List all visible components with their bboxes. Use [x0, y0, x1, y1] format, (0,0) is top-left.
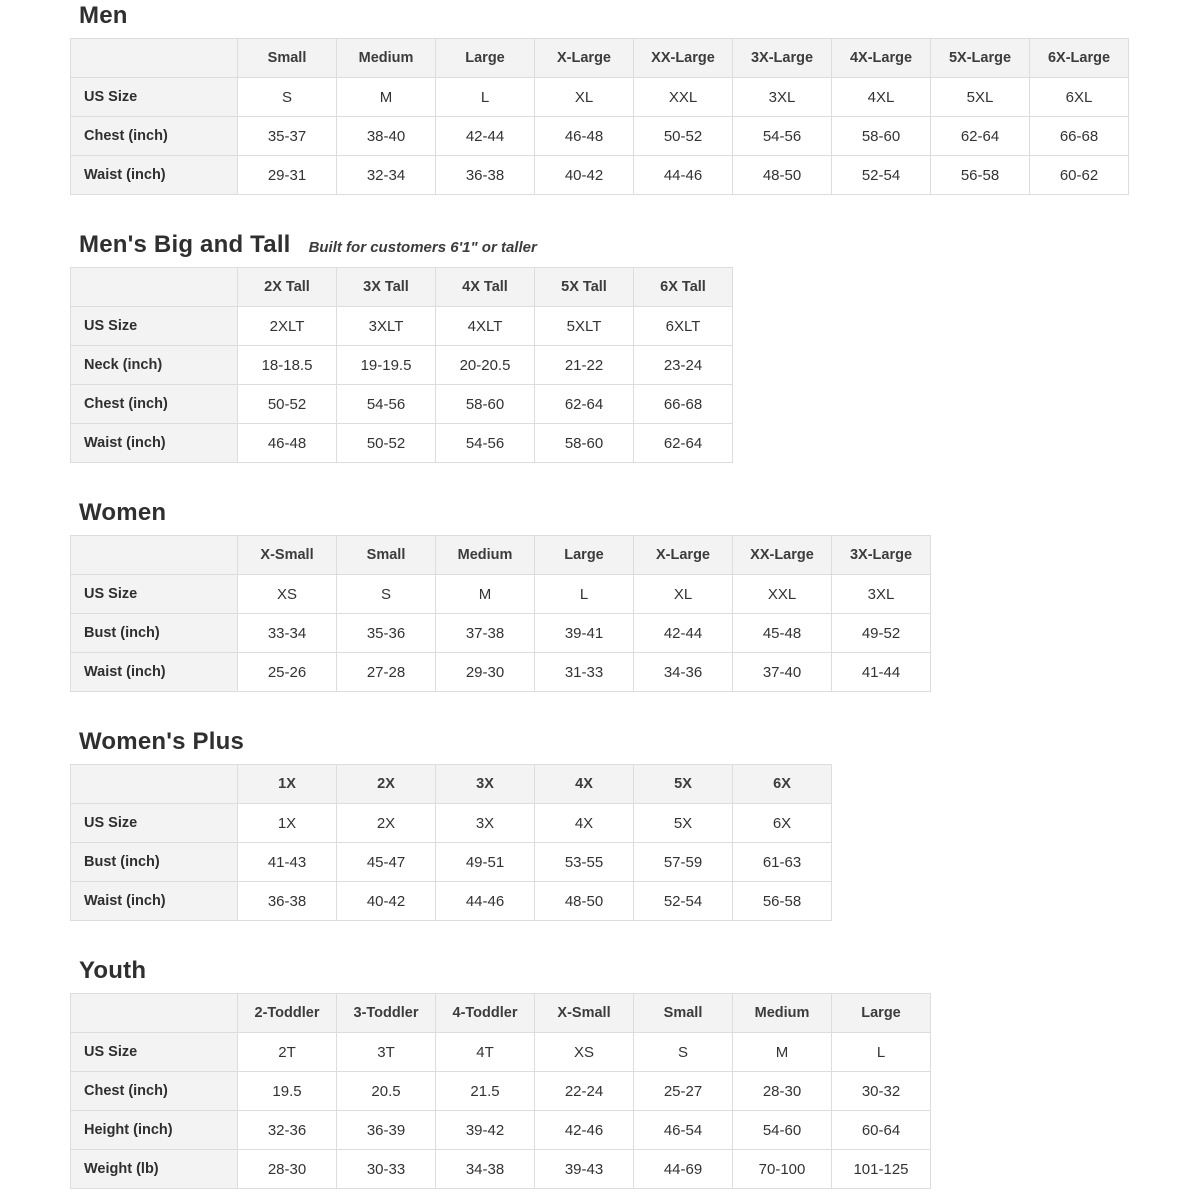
size-value-cell: 3X [436, 804, 535, 843]
size-value-cell: 54-56 [436, 424, 535, 463]
size-value-cell: 40-42 [535, 156, 634, 195]
size-value-cell: 6X [733, 804, 832, 843]
section-subtitle-mens-big-and-tall: Built for customers 6'1" or taller [308, 239, 537, 256]
column-header: X-Small [238, 536, 337, 575]
size-value-cell: XS [238, 575, 337, 614]
corner-cell [71, 765, 238, 804]
size-value-cell: 46-48 [238, 424, 337, 463]
size-value-cell: 45-48 [733, 614, 832, 653]
size-value-cell: 2X [337, 804, 436, 843]
size-value-cell: L [832, 1033, 931, 1072]
size-value-cell: XL [634, 575, 733, 614]
table-row [71, 882, 832, 921]
size-value-cell: S [634, 1033, 733, 1072]
size-value-cell: 46-48 [535, 117, 634, 156]
column-header: 3X-Large [733, 39, 832, 78]
size-value-cell: 4T [436, 1033, 535, 1072]
table-row [71, 78, 1129, 117]
size-value-cell: 53-55 [535, 843, 634, 882]
row-label: Waist (inch) [71, 424, 238, 463]
size-value-cell: 30-33 [337, 1150, 436, 1189]
size-value-cell: 62-64 [931, 117, 1030, 156]
size-value-cell: 62-64 [634, 424, 733, 463]
size-value-cell: 57-59 [634, 843, 733, 882]
size-value-cell: 44-46 [634, 156, 733, 195]
column-header: 2X Tall [238, 268, 337, 307]
size-value-cell: 42-44 [436, 117, 535, 156]
table-row [71, 804, 832, 843]
size-value-cell: 46-54 [634, 1111, 733, 1150]
section-title-mens-big-and-tall: Men's Big and Tall [79, 231, 291, 258]
column-header: 5X [634, 765, 733, 804]
section-mens-big-and-tall [70, 231, 1200, 463]
column-header: 6X [733, 765, 832, 804]
section-womens-plus [70, 728, 1200, 921]
column-header: Large [436, 39, 535, 78]
column-header: XX-Large [634, 39, 733, 78]
column-header: 3-Toddler [337, 994, 436, 1033]
corner-cell [71, 39, 238, 78]
column-header: Small [337, 536, 436, 575]
size-value-cell: 36-39 [337, 1111, 436, 1150]
size-value-cell: 23-24 [634, 346, 733, 385]
table-row [71, 346, 733, 385]
size-value-cell: 39-43 [535, 1150, 634, 1189]
size-value-cell: XXL [733, 575, 832, 614]
size-value-cell: 19.5 [238, 1072, 337, 1111]
size-value-cell: M [733, 1033, 832, 1072]
column-header: 3X Tall [337, 268, 436, 307]
column-header: XX-Large [733, 536, 832, 575]
size-value-cell: 28-30 [238, 1150, 337, 1189]
size-value-cell: XXL [634, 78, 733, 117]
row-label: Bust (inch) [71, 843, 238, 882]
column-header: Large [535, 536, 634, 575]
size-value-cell: 3XL [733, 78, 832, 117]
size-value-cell: 6XL [1030, 78, 1129, 117]
size-value-cell: 37-40 [733, 653, 832, 692]
table-row [71, 1111, 931, 1150]
size-table-youth [70, 993, 931, 1189]
section-womens-plus-title-row [79, 728, 1200, 756]
section-title-womens-plus: Women's Plus [79, 728, 245, 755]
size-value-cell: 21.5 [436, 1072, 535, 1111]
column-header: 3X [436, 765, 535, 804]
column-header: 4X Tall [436, 268, 535, 307]
row-label: US Size [71, 1033, 238, 1072]
section-women-title-row [79, 499, 1200, 527]
size-value-cell: 21-22 [535, 346, 634, 385]
section-title-men: Men [79, 2, 128, 29]
size-value-cell: XL [535, 78, 634, 117]
size-value-cell: 56-58 [733, 882, 832, 921]
column-header: 5X Tall [535, 268, 634, 307]
size-value-cell: 25-26 [238, 653, 337, 692]
header-row [71, 39, 1129, 78]
size-value-cell: M [436, 575, 535, 614]
table-row [71, 156, 1129, 195]
size-value-cell: 6XLT [634, 307, 733, 346]
size-value-cell: 33-34 [238, 614, 337, 653]
column-header: 6X Tall [634, 268, 733, 307]
size-value-cell: 28-30 [733, 1072, 832, 1111]
size-value-cell: 50-52 [634, 117, 733, 156]
size-value-cell: 20.5 [337, 1072, 436, 1111]
size-value-cell: 40-42 [337, 882, 436, 921]
section-men [70, 2, 1200, 195]
section-title-youth: Youth [79, 957, 147, 984]
table-row [71, 843, 832, 882]
size-value-cell: 60-62 [1030, 156, 1129, 195]
table-row [71, 1150, 931, 1189]
header-row [71, 268, 733, 307]
row-label: Chest (inch) [71, 385, 238, 424]
size-value-cell: 34-36 [634, 653, 733, 692]
size-value-cell: 48-50 [733, 156, 832, 195]
column-header: 3X-Large [832, 536, 931, 575]
size-value-cell: 19-19.5 [337, 346, 436, 385]
header-row [71, 536, 931, 575]
column-header: 5X-Large [931, 39, 1030, 78]
size-value-cell: 44-46 [436, 882, 535, 921]
section-youth [70, 957, 1200, 1189]
table-row [71, 307, 733, 346]
size-value-cell: 49-52 [832, 614, 931, 653]
column-header: 2-Toddler [238, 994, 337, 1033]
size-value-cell: 36-38 [238, 882, 337, 921]
size-value-cell: 101-125 [832, 1150, 931, 1189]
size-value-cell: 25-27 [634, 1072, 733, 1111]
size-value-cell: 39-41 [535, 614, 634, 653]
size-value-cell: 48-50 [535, 882, 634, 921]
size-table-men [70, 38, 1129, 195]
size-value-cell: 50-52 [337, 424, 436, 463]
size-value-cell: 54-56 [733, 117, 832, 156]
size-value-cell: S [337, 575, 436, 614]
size-value-cell: XS [535, 1033, 634, 1072]
size-value-cell: 34-38 [436, 1150, 535, 1189]
column-header: 2X [337, 765, 436, 804]
size-table-women [70, 535, 931, 692]
row-label: US Size [71, 575, 238, 614]
header-row [71, 765, 832, 804]
corner-cell [71, 994, 238, 1033]
column-header: Medium [733, 994, 832, 1033]
column-header: X-Small [535, 994, 634, 1033]
size-value-cell: 54-60 [733, 1111, 832, 1150]
size-value-cell: 60-64 [832, 1111, 931, 1150]
size-value-cell: 42-46 [535, 1111, 634, 1150]
size-value-cell: 22-24 [535, 1072, 634, 1111]
row-label: Weight (lb) [71, 1150, 238, 1189]
size-value-cell: 3XL [832, 575, 931, 614]
section-men-title-row [79, 2, 1200, 30]
row-label: Chest (inch) [71, 1072, 238, 1111]
column-header: Large [832, 994, 931, 1033]
column-header: Small [634, 994, 733, 1033]
row-label: Bust (inch) [71, 614, 238, 653]
row-label: US Size [71, 804, 238, 843]
size-value-cell: 54-56 [337, 385, 436, 424]
header-row [71, 994, 931, 1033]
size-value-cell: 45-47 [337, 843, 436, 882]
table-row [71, 117, 1129, 156]
size-value-cell: 5X [634, 804, 733, 843]
size-value-cell: 29-31 [238, 156, 337, 195]
column-header: X-Large [634, 536, 733, 575]
size-value-cell: 20-20.5 [436, 346, 535, 385]
size-value-cell: 38-40 [337, 117, 436, 156]
size-value-cell: 52-54 [832, 156, 931, 195]
table-row [71, 1033, 931, 1072]
size-value-cell: 31-33 [535, 653, 634, 692]
size-value-cell: 70-100 [733, 1150, 832, 1189]
size-value-cell: 62-64 [535, 385, 634, 424]
table-row [71, 614, 931, 653]
size-value-cell: 35-36 [337, 614, 436, 653]
size-value-cell: 41-43 [238, 843, 337, 882]
size-value-cell: 32-34 [337, 156, 436, 195]
size-value-cell: 29-30 [436, 653, 535, 692]
size-value-cell: 50-52 [238, 385, 337, 424]
size-value-cell: 5XL [931, 78, 1030, 117]
size-value-cell: 4XL [832, 78, 931, 117]
row-label: Waist (inch) [71, 882, 238, 921]
size-value-cell: 5XLT [535, 307, 634, 346]
column-header: X-Large [535, 39, 634, 78]
size-value-cell: 61-63 [733, 843, 832, 882]
size-value-cell: 58-60 [535, 424, 634, 463]
size-value-cell: 42-44 [634, 614, 733, 653]
table-row [71, 653, 931, 692]
corner-cell [71, 536, 238, 575]
row-label: Neck (inch) [71, 346, 238, 385]
column-header: 4X-Large [832, 39, 931, 78]
column-header: Small [238, 39, 337, 78]
size-value-cell: 1X [238, 804, 337, 843]
size-value-cell: 39-42 [436, 1111, 535, 1150]
size-value-cell: L [436, 78, 535, 117]
corner-cell [71, 268, 238, 307]
size-value-cell: 30-32 [832, 1072, 931, 1111]
size-value-cell: 58-60 [832, 117, 931, 156]
table-row [71, 575, 931, 614]
column-header: 6X-Large [1030, 39, 1129, 78]
section-youth-title-row [79, 957, 1200, 985]
row-label: Height (inch) [71, 1111, 238, 1150]
row-label: Waist (inch) [71, 156, 238, 195]
size-value-cell: 18-18.5 [238, 346, 337, 385]
column-header: 4-Toddler [436, 994, 535, 1033]
size-value-cell: 66-68 [634, 385, 733, 424]
size-value-cell: 66-68 [1030, 117, 1129, 156]
section-mens-big-and-tall-title-row [79, 231, 1200, 259]
column-header: 4X [535, 765, 634, 804]
size-value-cell: 49-51 [436, 843, 535, 882]
column-header: Medium [337, 39, 436, 78]
size-value-cell: 32-36 [238, 1111, 337, 1150]
size-value-cell: 36-38 [436, 156, 535, 195]
size-value-cell: 41-44 [832, 653, 931, 692]
size-value-cell: 3XLT [337, 307, 436, 346]
size-value-cell: 58-60 [436, 385, 535, 424]
table-row [71, 1072, 931, 1111]
size-table-mens-big-and-tall [70, 267, 733, 463]
size-value-cell: 4X [535, 804, 634, 843]
row-label: Waist (inch) [71, 653, 238, 692]
size-value-cell: 56-58 [931, 156, 1030, 195]
size-value-cell: 35-37 [238, 117, 337, 156]
size-value-cell: 4XLT [436, 307, 535, 346]
size-value-cell: 2T [238, 1033, 337, 1072]
size-value-cell: 37-38 [436, 614, 535, 653]
size-table-womens-plus [70, 764, 832, 921]
size-value-cell: 3T [337, 1033, 436, 1072]
row-label: US Size [71, 307, 238, 346]
section-title-women: Women [79, 499, 167, 526]
table-row [71, 385, 733, 424]
table-row [71, 424, 733, 463]
column-header: Medium [436, 536, 535, 575]
size-value-cell: S [238, 78, 337, 117]
size-value-cell: 2XLT [238, 307, 337, 346]
column-header: 1X [238, 765, 337, 804]
size-value-cell: L [535, 575, 634, 614]
row-label: US Size [71, 78, 238, 117]
section-women [70, 499, 1200, 692]
size-value-cell: 52-54 [634, 882, 733, 921]
size-value-cell: 44-69 [634, 1150, 733, 1189]
size-value-cell: 27-28 [337, 653, 436, 692]
size-value-cell: M [337, 78, 436, 117]
row-label: Chest (inch) [71, 117, 238, 156]
